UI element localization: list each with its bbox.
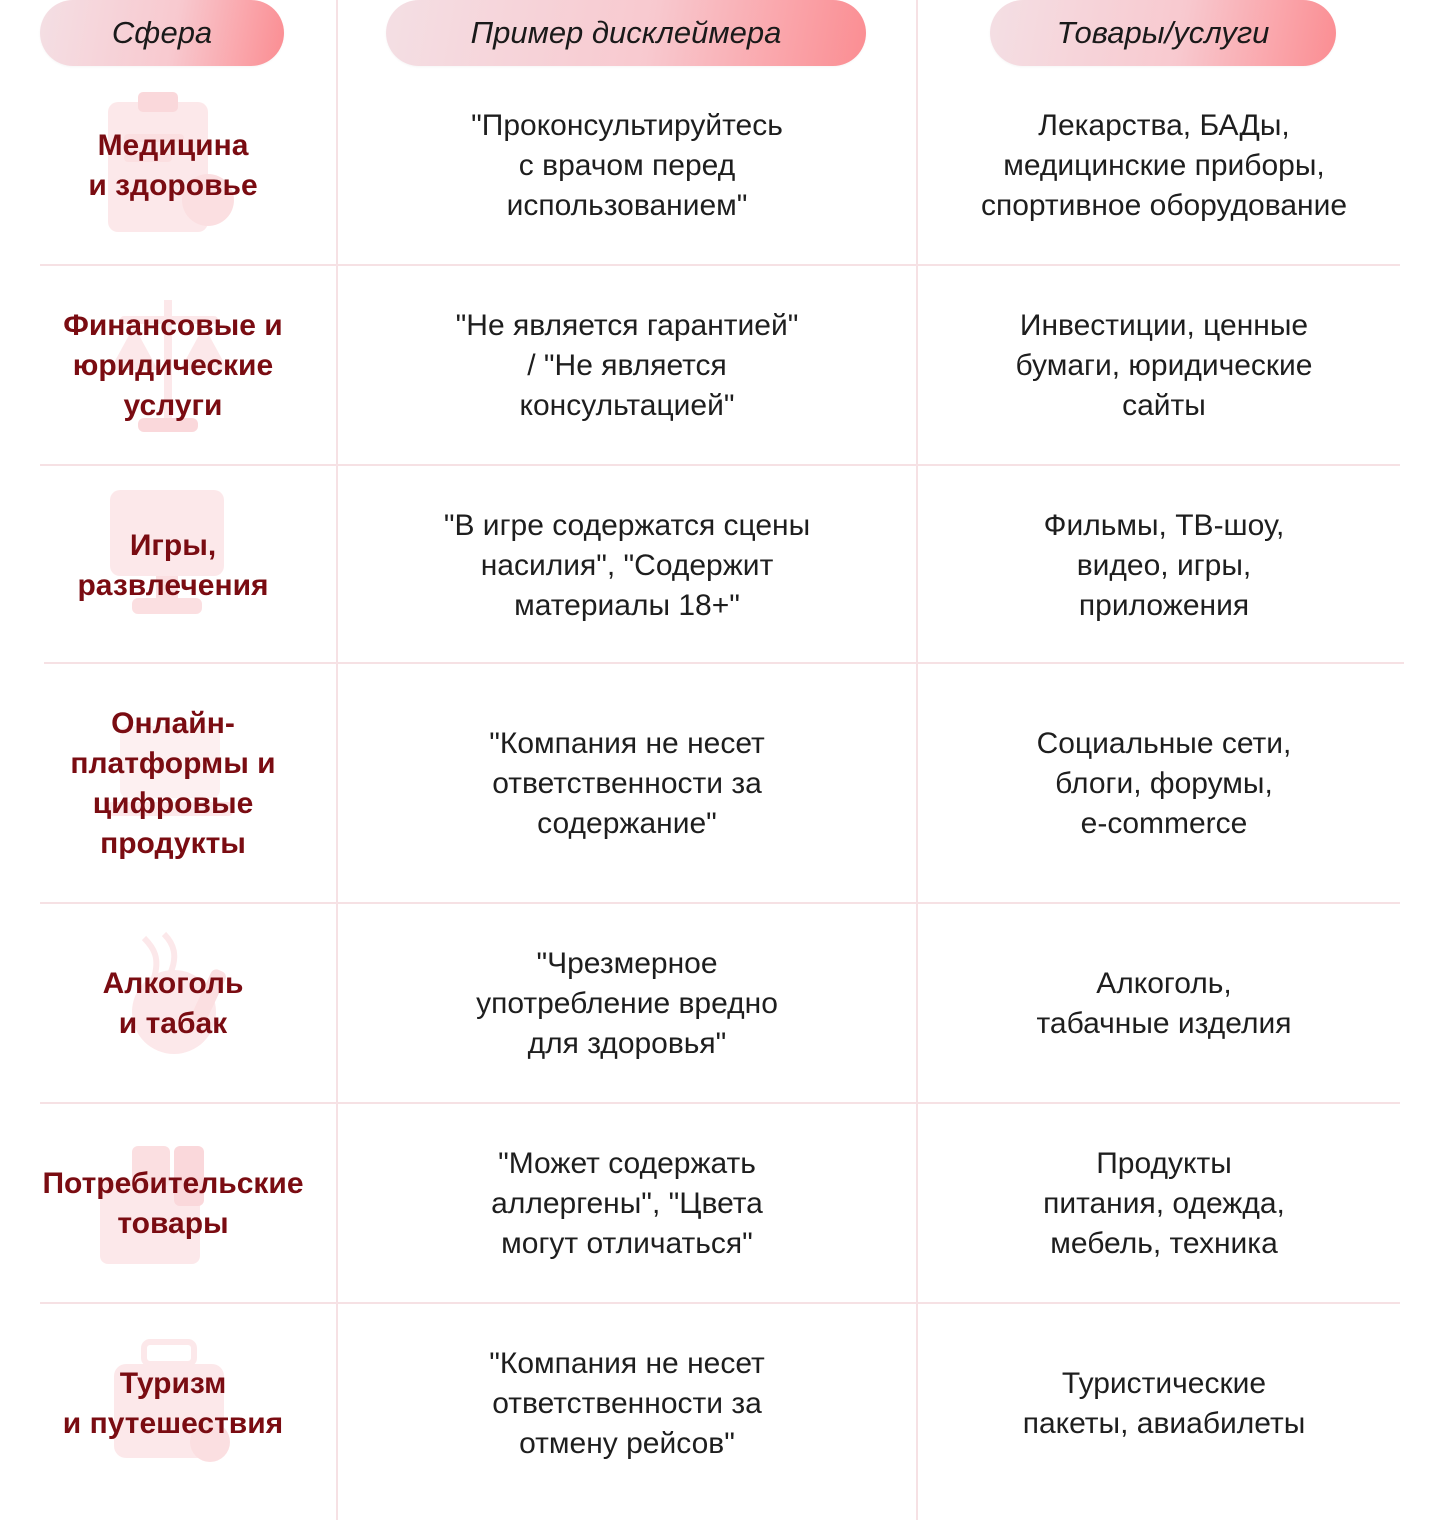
goods-games: Фильмы, ТВ-шоу, видео, игры, приложения	[1043, 509, 1285, 622]
header-goods: Товары/услуги	[990, 0, 1336, 66]
example-consumer: "Может содержать аллергены", "Цвета могут отличаться"	[491, 1147, 763, 1260]
goods-finance: Инвестиции, ценные бумаги, юридические сайты	[1015, 309, 1313, 422]
goods-online: Социальные сети, блоги, форумы, e-commerce	[1036, 727, 1292, 840]
example-medicine: "Проконсультируйтесь с врачом перед использованием"	[471, 109, 783, 222]
sphere-consumer: Потребительские товары	[42, 1167, 304, 1240]
sphere-online: Онлайн- платформы и цифровые продукты	[70, 707, 276, 860]
goods-tourism: Туристические пакеты, авиабилеты	[1022, 1367, 1306, 1440]
example-tourism: "Компания не несет ответственности за отмену рейсов"	[489, 1347, 765, 1460]
header-example: Пример дисклеймера	[386, 0, 866, 66]
sphere-finance: Финансовые и юридические услуги	[63, 309, 283, 422]
sphere-games: Игры, развлечения	[77, 529, 269, 602]
goods-medicine: Лекарства, БАДы, медицинские приборы, спортивное оборудование	[980, 109, 1348, 222]
sphere-tourism: Туризм и путешествия	[62, 1367, 284, 1440]
goods-consumer: Продукты питания, одежда, мебель, техника	[1043, 1147, 1285, 1260]
example-alcohol: "Чрезмерное употребление вредно для здоровья"	[476, 947, 778, 1060]
sphere-alcohol: Алкоголь и табак	[102, 967, 244, 1040]
example-online: "Компания не несет ответственности за содержание"	[489, 727, 765, 840]
goods-alcohol: Алкоголь, табачные изделия	[1036, 967, 1292, 1040]
sphere-medicine: Медицина и здоровье	[88, 129, 258, 202]
example-finance: "Не является гарантией" / "Не является консультацией"	[455, 309, 799, 422]
example-games: "В игре содержатся сцены насилия", "Содержит материалы 18+"	[443, 509, 811, 622]
header-sphere: Сфера	[40, 0, 284, 66]
